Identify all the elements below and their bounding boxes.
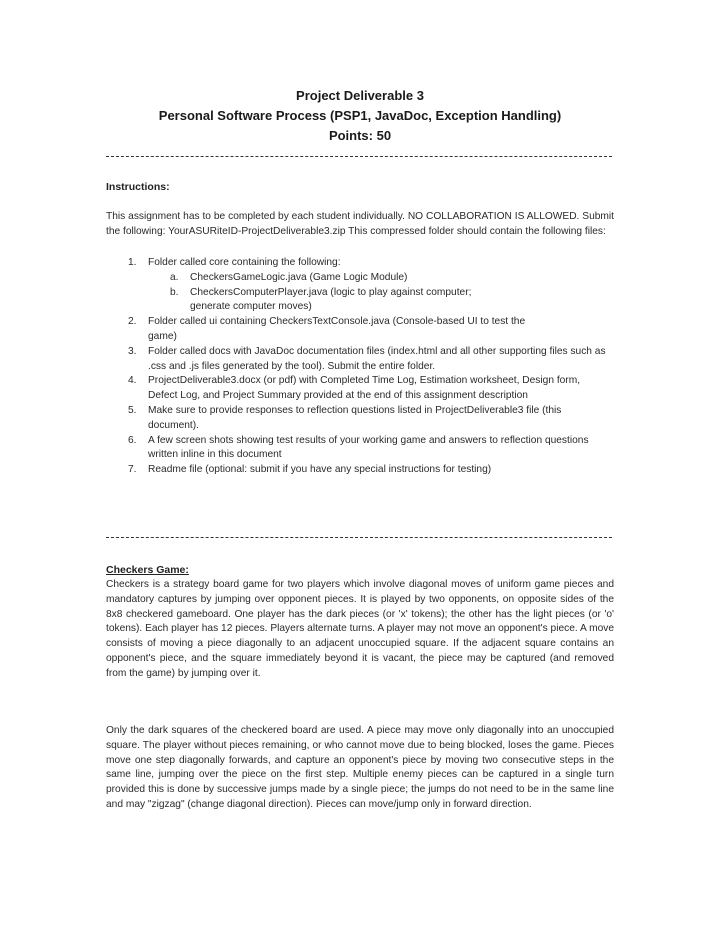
divider-top: [106, 156, 612, 157]
list-item: 6. A few screen shots showing test results of your working game and answers to reflection questions written inline in this document: [128, 434, 589, 461]
sub-list-item: a. CheckersGameLogic.java (Game Logic Module): [170, 271, 408, 283]
document-title: Project Deliverable 3: [296, 88, 424, 103]
checkers-paragraph-1: Checkers is a strategy board game for two players which involve diagonal moves of uniform game pieces and mandatory captures by jumping over opponent pieces. It is played by two opponents, on opposite sides of the 8x8 checkered gameboard. One player has the dark pieces (or 'x' tokens); the other has the light pieces (or 'o' tokens). Each player has 12 pieces. Players alternate turns. A player may not move an opponent's piece. A move consists of moving a piece diagonally to an adjacent unoccupied square. If the adjacent square contains an opponent's piece, and the square immediately beyond it is vacant, the piece may be captured (and removed from the game) by jumping over it.: [106, 579, 614, 679]
list-item: 5. Make sure to provide responses to reflection questions listed in ProjectDeliverable3 file (this document).: [128, 404, 562, 431]
sub-list-item: b. CheckersComputerPlayer.java (logic to play against computer; generate computer moves): [170, 286, 472, 313]
instructions-intro: This assignment has to be completed by each student individually. NO COLLABORATION IS ALLOWED. Submit the following: YourASURiteID-ProjectDeliverable3.zip This compressed folder should contain the following files:: [106, 211, 614, 237]
checkers-section-title: Checkers Game:: [106, 564, 189, 576]
instructions-heading: Instructions:: [106, 181, 170, 193]
list-item: 1. Folder called core containing the following:: [128, 257, 341, 268]
list-item: 2. Folder called ui containing CheckersTextConsole.java (Console-based UI to test the game): [128, 316, 526, 342]
deliverables-list: [106, 256, 614, 478]
list-item: 4. ProjectDeliverable3.docx (or pdf) with Completed Time Log, Estimation worksheet, Design form, Defect Log, and Project Summary provided at the end of this assignment description: [128, 375, 581, 402]
checkers-paragraph-2: Only the dark squares of the checkered board are used. A piece may move only diagonally into an unoccupied square. The player without pieces remaining, or who cannot move due to being blocked, loses the game. Pieces move one step diagonally forwards, and capture an opponent's piece by moving two consecutive steps in the same line, jumping over the piece on the first step. Multiple enemy pieces can be captured in a single turn provided this is done by successive jumps made by a single piece; the jumps do not need to be in the same line and may "zigzag" (change diagonal direction). Pieces can move/jump only in forward direction.: [106, 725, 614, 810]
document-title-block: [100, 86, 620, 146]
document-subtitle: Personal Software Process (PSP1, JavaDoc, Exception Handling): [158, 108, 562, 123]
divider-bottom: [106, 537, 612, 538]
points-label: Points: 50: [328, 128, 392, 143]
list-item: 3. Folder called docs with JavaDoc documentation files (index.html and all other supporting files such as .css and .js files generated by the tool). Submit the entire folder.: [128, 345, 606, 372]
list-item: 7. Readme file (optional: submit if you have any special instructions for testing): [128, 464, 492, 476]
